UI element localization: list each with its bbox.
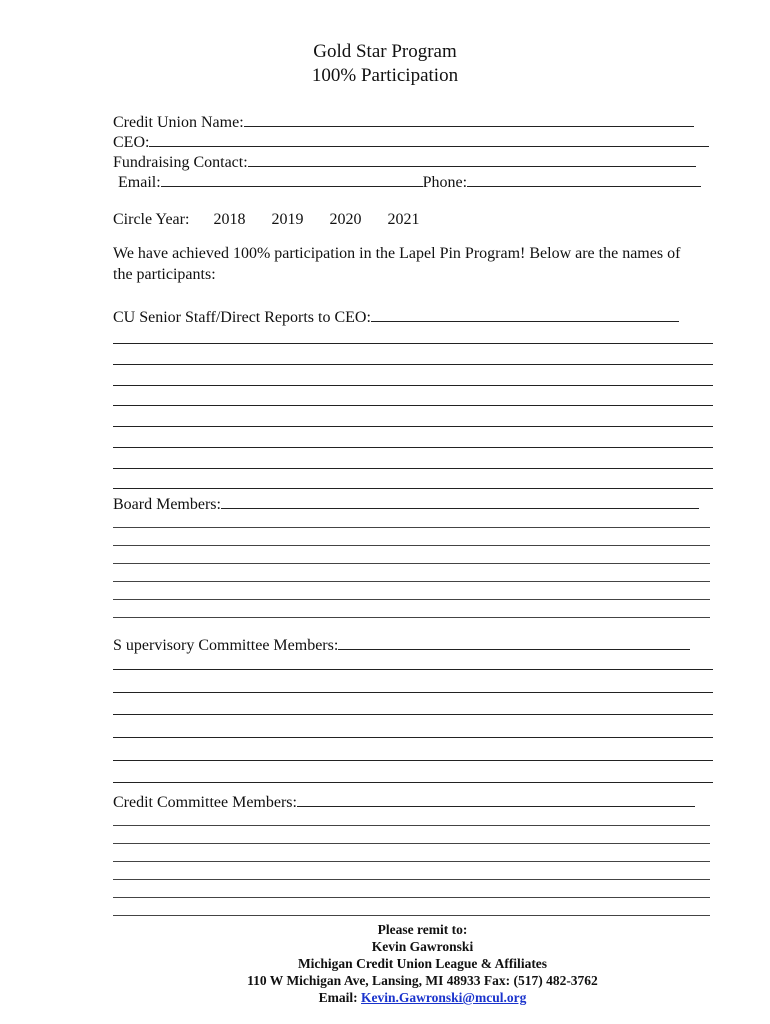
- remit-email-label: Email:: [318, 990, 362, 1005]
- board-member-line[interactable]: [113, 617, 710, 618]
- senior-staff-field[interactable]: [371, 306, 679, 322]
- year-option-2018[interactable]: 2018: [213, 211, 246, 228]
- ceo-row: [113, 131, 709, 152]
- credit-committee-line[interactable]: [113, 897, 710, 898]
- supervisory-member-line[interactable]: [113, 669, 713, 670]
- senior-staff-line[interactable]: [113, 385, 713, 386]
- email-label: Email:: [118, 174, 161, 191]
- supervisory-member-line[interactable]: [113, 692, 713, 693]
- email-field[interactable]: [161, 171, 423, 187]
- credit-committee-line[interactable]: [113, 825, 710, 826]
- form-title: Gold Star Program: [313, 41, 457, 62]
- fundraising-contact-field[interactable]: [248, 151, 696, 167]
- credit-union-name-label: Credit Union Name:: [113, 114, 244, 131]
- supervisory-committee-label: S upervisory Committee Members:: [113, 637, 339, 654]
- senior-staff-line[interactable]: [113, 488, 713, 489]
- credit-union-name-field[interactable]: [244, 111, 694, 127]
- credit-committee-line[interactable]: [113, 915, 710, 916]
- board-member-line[interactable]: [113, 599, 710, 600]
- supervisory-member-line[interactable]: [113, 782, 713, 783]
- supervisory-committee-field[interactable]: [338, 634, 690, 650]
- credit-committee-label: Credit Committee Members:: [113, 794, 297, 811]
- senior-staff-line[interactable]: [113, 447, 713, 448]
- board-member-line[interactable]: [113, 527, 710, 528]
- circle-year-label: Circle Year:: [113, 211, 190, 228]
- supervisory-member-line[interactable]: [113, 737, 713, 738]
- senior-staff-line[interactable]: [113, 426, 713, 427]
- year-option-2020[interactable]: 2020: [329, 211, 362, 228]
- board-members-row: [113, 493, 699, 514]
- senior-staff-line[interactable]: [113, 468, 713, 469]
- remit-email-row: [0, 989, 770, 1006]
- fundraising-contact-label: Fundraising Contact:: [113, 154, 248, 171]
- board-member-line[interactable]: [113, 563, 710, 564]
- remit-address: 110 W Michigan Ave, Lansing, MI 48933 Fax: (517) 482-3762: [247, 973, 598, 988]
- credit-committee-line[interactable]: [113, 861, 710, 862]
- year-option-2019[interactable]: 2019: [271, 211, 304, 228]
- supervisory-member-line[interactable]: [113, 760, 713, 761]
- board-member-line[interactable]: [113, 545, 710, 546]
- remit-email-link[interactable]: Kevin.Gawronski@mcul.org: [361, 990, 527, 1005]
- board-members-label: Board Members:: [113, 496, 221, 513]
- phone-label: Phone:: [422, 174, 468, 191]
- remit-block: [0, 921, 770, 1006]
- year-option-2021[interactable]: 2021: [387, 211, 420, 228]
- credit-committee-line[interactable]: [113, 843, 710, 844]
- board-members-field[interactable]: [221, 493, 699, 509]
- credit-union-name-row: [113, 111, 694, 132]
- circle-year-row: [113, 211, 419, 229]
- supervisory-committee-row: [113, 634, 690, 655]
- credit-committee-field[interactable]: [297, 791, 695, 807]
- remit-heading: Please remit to:: [377, 922, 468, 937]
- email-phone-row: [118, 171, 701, 192]
- intro-paragraph: We have achieved 100% participation in the Lapel Pin Program! Below are the names of the participants:: [113, 245, 681, 283]
- ceo-field[interactable]: [149, 131, 709, 147]
- board-member-line[interactable]: [113, 581, 710, 582]
- credit-committee-line[interactable]: [113, 879, 710, 880]
- supervisory-member-line[interactable]: [113, 714, 713, 715]
- senior-staff-label: CU Senior Staff/Direct Reports to CEO:: [113, 309, 371, 326]
- phone-field[interactable]: [467, 171, 701, 187]
- senior-staff-row: [113, 306, 679, 327]
- remit-name: Kevin Gawronski: [371, 939, 474, 954]
- fundraising-contact-row: [113, 151, 696, 172]
- remit-organization: Michigan Credit Union League & Affiliates: [297, 956, 548, 971]
- senior-staff-line[interactable]: [113, 364, 713, 365]
- credit-committee-row: [113, 791, 695, 812]
- ceo-label: CEO:: [113, 134, 150, 151]
- form-subtitle: 100% Participation: [311, 65, 459, 86]
- senior-staff-line[interactable]: [113, 343, 713, 344]
- senior-staff-line[interactable]: [113, 405, 713, 406]
